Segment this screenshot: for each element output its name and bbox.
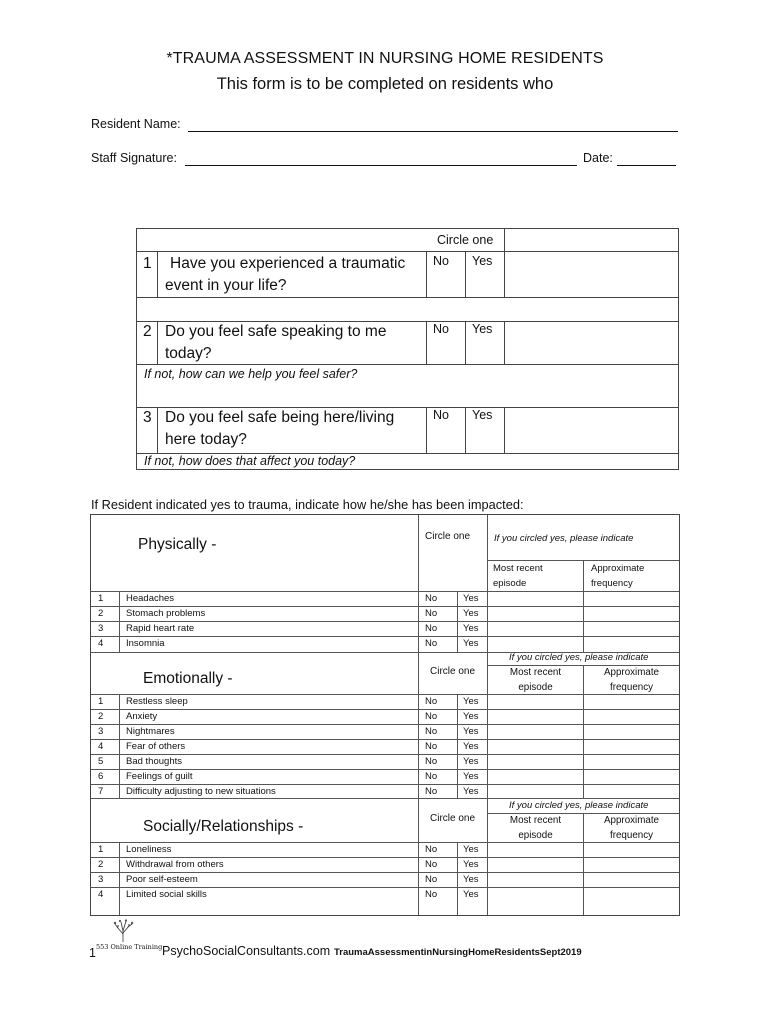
- circle-one-header: Circle one: [437, 233, 494, 247]
- symptom-item: Nightmares: [126, 726, 175, 737]
- question-text: event in your life?: [165, 277, 287, 294]
- circle-one-header: Circle one: [430, 666, 476, 677]
- most-recent-header: Most recent episode: [509, 667, 562, 693]
- yes-option[interactable]: Yes: [463, 696, 479, 707]
- impact-intro: If Resident indicated yes to trauma, indicate how he/she has been impacted:: [91, 497, 524, 512]
- row-number: 3: [98, 874, 104, 885]
- question-text: here today?: [165, 431, 247, 448]
- no-option[interactable]: No: [425, 711, 438, 722]
- yes-option[interactable]: Yes: [463, 859, 479, 870]
- symptom-item: Withdrawal from others: [126, 859, 224, 870]
- symptom-item: Headaches: [126, 593, 175, 604]
- row-number: 6: [98, 771, 104, 782]
- question-text: Do you feel safe being here/living: [165, 409, 395, 426]
- circle-one-header: Circle one: [425, 531, 471, 542]
- most-recent-header: Most recent episode: [509, 815, 562, 841]
- symptom-item: Bad thoughts: [126, 756, 182, 767]
- yes-option[interactable]: Yes: [463, 889, 479, 900]
- approx-frequency-header: frequency: [591, 578, 633, 589]
- yes-option[interactable]: Yes: [463, 741, 479, 752]
- followup-prompt: If not, how does that affect you today?: [144, 454, 356, 468]
- yes-option[interactable]: Yes: [472, 254, 493, 268]
- no-option[interactable]: No: [433, 322, 449, 336]
- row-number: 7: [98, 786, 104, 797]
- symptom-item: Fear of others: [126, 741, 186, 752]
- logo-text: 553 Online Training: [96, 943, 163, 951]
- yes-option[interactable]: Yes: [463, 786, 479, 797]
- logo: [96, 918, 163, 958]
- staff-signature-label: Staff Signature:: [91, 151, 177, 165]
- row-number: 2: [98, 859, 104, 870]
- most-recent-header: episode: [493, 578, 527, 589]
- date-field[interactable]: [617, 165, 676, 166]
- question-text: today?: [165, 345, 212, 362]
- if-yes-header: If you circled yes, please indicate: [509, 652, 649, 663]
- no-option[interactable]: No: [425, 638, 438, 649]
- impact-table: [90, 514, 680, 916]
- approx-frequency-header: Approximate frequency: [604, 667, 659, 693]
- symptom-item: Feelings of guilt: [126, 771, 193, 782]
- symptom-item: Insomnia: [126, 638, 165, 649]
- symptom-item: Anxiety: [126, 711, 158, 722]
- no-option[interactable]: No: [425, 608, 438, 619]
- if-yes-header: If you circled yes, please indicate: [509, 800, 649, 811]
- section-title-socially: Socially/Relationships -: [143, 818, 304, 835]
- row-number: 5: [98, 756, 104, 767]
- most-recent-header: Most recent: [493, 563, 543, 574]
- symptom-item: Loneliness: [126, 844, 172, 855]
- no-option[interactable]: No: [425, 874, 438, 885]
- no-option[interactable]: No: [433, 408, 449, 422]
- no-option[interactable]: No: [425, 623, 438, 634]
- row-number: 2: [98, 608, 104, 619]
- resident-name-label: Resident Name:: [91, 117, 181, 131]
- row-number: 2: [98, 711, 104, 722]
- date-label: Date:: [583, 151, 613, 165]
- page-subtitle: This form is to be completed on residents who: [216, 75, 554, 93]
- no-option[interactable]: No: [425, 859, 438, 870]
- yes-option[interactable]: Yes: [463, 771, 479, 782]
- footer-site: PsychoSocialConsultants.com: [162, 944, 331, 958]
- row-number: 1: [98, 844, 104, 855]
- approx-frequency-header: Approximate: [591, 563, 645, 574]
- yes-option[interactable]: Yes: [463, 756, 479, 767]
- row-number: 4: [98, 638, 104, 649]
- row-number: 1: [98, 593, 104, 604]
- yes-option[interactable]: Yes: [463, 638, 479, 649]
- symptom-item: Limited social skills: [126, 889, 207, 900]
- circle-one-header: Circle one: [430, 813, 476, 824]
- section-title-emotionally: Emotionally -: [143, 670, 233, 687]
- no-option[interactable]: No: [425, 771, 438, 782]
- screening-table: [136, 228, 679, 470]
- approx-frequency-header: Approximate frequency: [604, 815, 659, 841]
- symptom-item: Restless sleep: [126, 696, 188, 707]
- no-option[interactable]: No: [425, 741, 438, 752]
- page-number: 1: [89, 946, 96, 960]
- section-title-physically: Physically -: [138, 536, 217, 553]
- followup-prompt: If not, how can we help you feel safer?: [144, 367, 358, 381]
- if-yes-header: If you circled yes, please indicate: [494, 533, 634, 544]
- row-number: 3: [98, 623, 104, 634]
- yes-option[interactable]: Yes: [463, 711, 479, 722]
- symptom-item: Rapid heart rate: [126, 623, 195, 634]
- no-option[interactable]: No: [425, 696, 438, 707]
- question-number: 3: [143, 409, 152, 426]
- row-number: 3: [98, 726, 104, 737]
- no-option[interactable]: No: [425, 889, 438, 900]
- staff-signature-field[interactable]: [185, 165, 577, 166]
- question-text: Do you feel safe speaking to me: [165, 323, 387, 340]
- yes-option[interactable]: Yes: [472, 322, 493, 336]
- question-number: 1: [143, 255, 152, 272]
- yes-option[interactable]: Yes: [463, 844, 479, 855]
- resident-name-field[interactable]: [188, 131, 678, 132]
- yes-option[interactable]: Yes: [463, 623, 479, 634]
- no-option[interactable]: No: [425, 786, 438, 797]
- no-option[interactable]: No: [425, 756, 438, 767]
- no-option[interactable]: No: [425, 593, 438, 604]
- symptom-item: Difficulty adjusting to new situations: [126, 786, 276, 797]
- no-option[interactable]: No: [425, 844, 438, 855]
- question-text: Have you experienced a traumatic: [170, 255, 406, 272]
- yes-option[interactable]: Yes: [463, 726, 479, 737]
- no-option[interactable]: No: [433, 254, 449, 268]
- footer-doc-name: TraumaAssessmentinNursingHomeResidentsSept2019: [334, 947, 582, 958]
- tree-logo-icon: [96, 918, 158, 958]
- yes-option[interactable]: Yes: [463, 874, 479, 885]
- row-number: 1: [98, 696, 104, 707]
- page-title: *TRAUMA ASSESSMENT IN NURSING HOME RESIDENTS: [166, 50, 604, 67]
- symptom-item: Stomach problems: [126, 608, 206, 619]
- yes-option[interactable]: Yes: [463, 608, 479, 619]
- no-option[interactable]: No: [425, 726, 438, 737]
- yes-option[interactable]: Yes: [463, 593, 479, 604]
- question-number: 2: [143, 323, 152, 340]
- row-number: 4: [98, 741, 104, 752]
- yes-option[interactable]: Yes: [472, 408, 493, 422]
- symptom-item: Poor self-esteem: [126, 874, 198, 885]
- row-number: 4: [98, 889, 104, 900]
